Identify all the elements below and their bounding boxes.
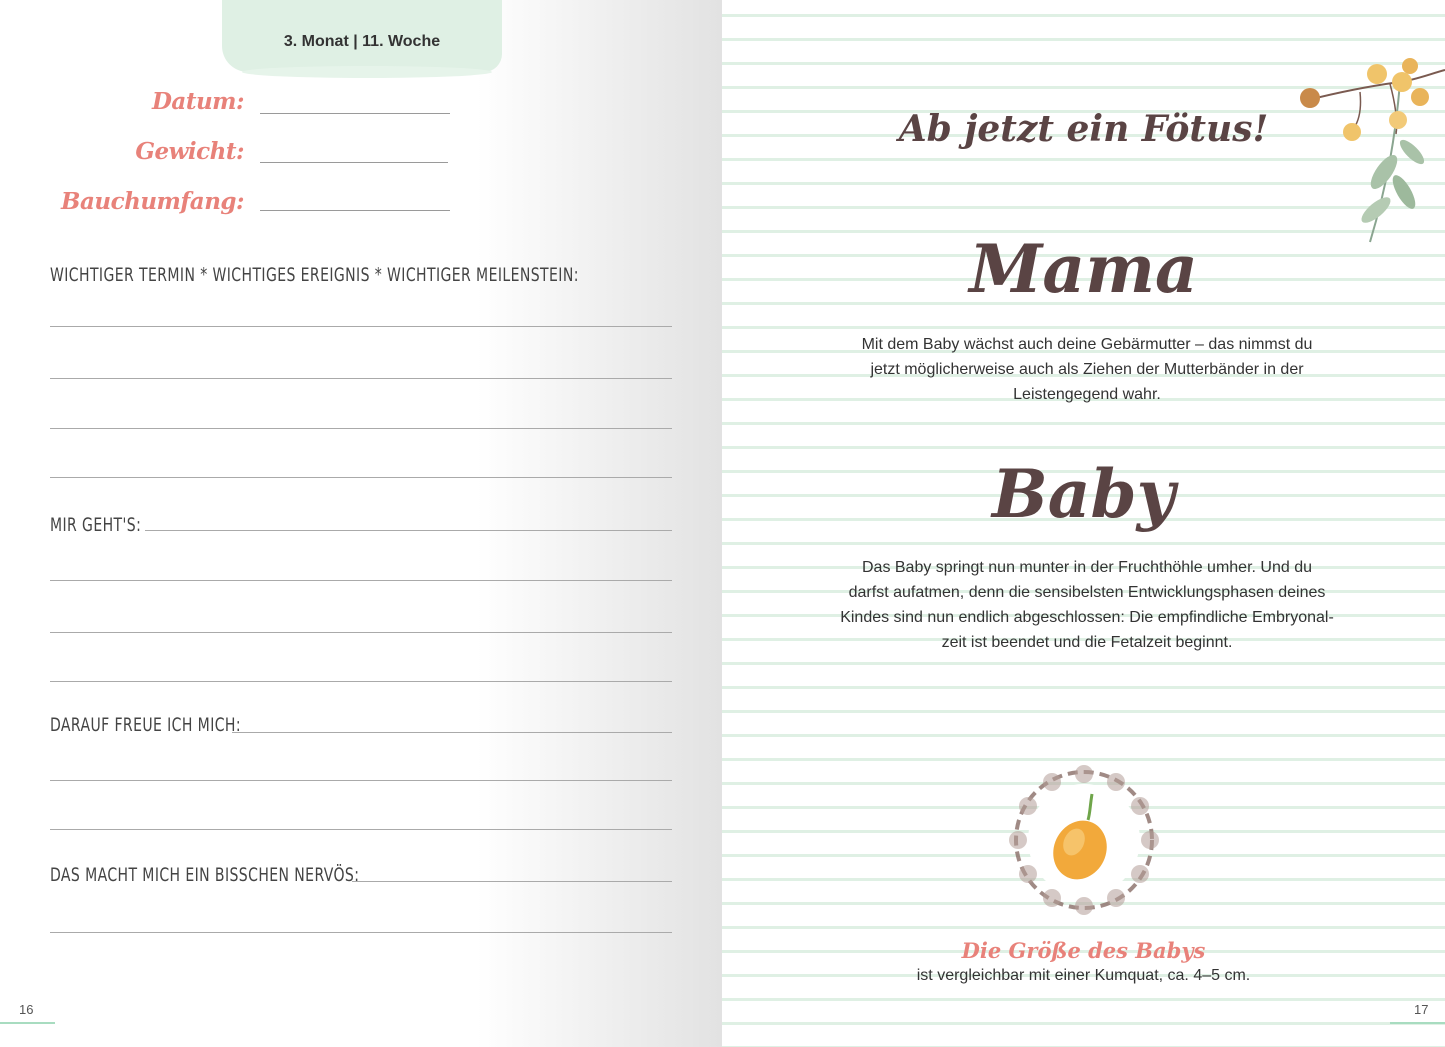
looking-forward-line[interactable]	[232, 732, 672, 733]
date-label: Datum:	[151, 88, 244, 115]
page-number-right: 17	[1414, 1002, 1429, 1017]
write-line[interactable]	[50, 632, 672, 633]
mama-text	[812, 332, 1362, 407]
write-line[interactable]	[50, 477, 672, 478]
left-page	[0, 0, 722, 1047]
right-page	[722, 0, 1445, 1047]
berry-branch-illustration	[1300, 52, 1445, 248]
page-number-bar-left	[0, 1022, 55, 1024]
page-number-bar-right	[1390, 1022, 1445, 1024]
write-line[interactable]	[50, 428, 672, 429]
belly-label: Bauchumfang:	[61, 188, 244, 215]
text-line: Das Baby springt nun munter in der Fruchthöhle umher. Und du	[861, 559, 1313, 576]
nervous-label: DAS MACHT MICH EIN BISSCHEN NERVÖS:	[50, 864, 360, 886]
text-line: Mit dem Baby wächst auch deine Gebärmutter – das nimmst du	[861, 336, 1313, 353]
write-line[interactable]	[50, 580, 672, 581]
kumquat-frame-illustration	[1006, 762, 1162, 918]
belly-line[interactable]	[260, 210, 450, 211]
baby-text	[812, 555, 1362, 655]
write-line[interactable]	[50, 780, 672, 781]
feeling-line[interactable]	[145, 530, 672, 531]
text-line: zeit ist beendet und die Fetalzeit beginnt.	[941, 634, 1233, 651]
looking-forward-label: DARAUF FREUE ICH MICH:	[50, 714, 242, 736]
page-title: Ab jetzt ein Fötus!	[898, 108, 1269, 150]
weight-line[interactable]	[260, 162, 448, 163]
milestone-label: WICHTIGER TERMIN * WICHTIGES EREIGNIS * WICHTIGER MEILENSTEIN:	[50, 264, 579, 286]
nervous-line[interactable]	[352, 881, 672, 882]
write-line[interactable]	[50, 378, 672, 379]
write-line[interactable]	[50, 681, 672, 682]
size-heading: Die Größe des Babys	[961, 938, 1206, 963]
text-line: darfst aufatmen, denn die sensibelsten Entwicklungsphasen deines	[848, 584, 1326, 601]
write-line[interactable]	[50, 326, 672, 327]
baby-heading: Baby	[991, 455, 1176, 533]
size-text: ist vergleichbar mit einer Kumquat, ca. 4–5 cm.	[916, 967, 1251, 984]
weight-label: Gewicht:	[135, 138, 244, 165]
page-number-left: 16	[19, 1002, 34, 1017]
write-line[interactable]	[50, 829, 672, 830]
text-line: Kindes sind nun endlich abgeschlossen: Die empfindliche Embryonal-	[840, 609, 1334, 626]
text-line: jetzt möglicherweise auch als Ziehen der Mutterbänder in der	[870, 361, 1304, 378]
mama-heading: Mama	[969, 230, 1198, 308]
week-header: 3. Monat | 11. Woche	[283, 33, 441, 50]
text-line: Leistengegend wahr.	[1013, 386, 1161, 403]
write-line[interactable]	[50, 932, 672, 933]
date-line[interactable]	[260, 113, 450, 114]
feeling-label: MIR GEHT'S:	[50, 514, 142, 536]
